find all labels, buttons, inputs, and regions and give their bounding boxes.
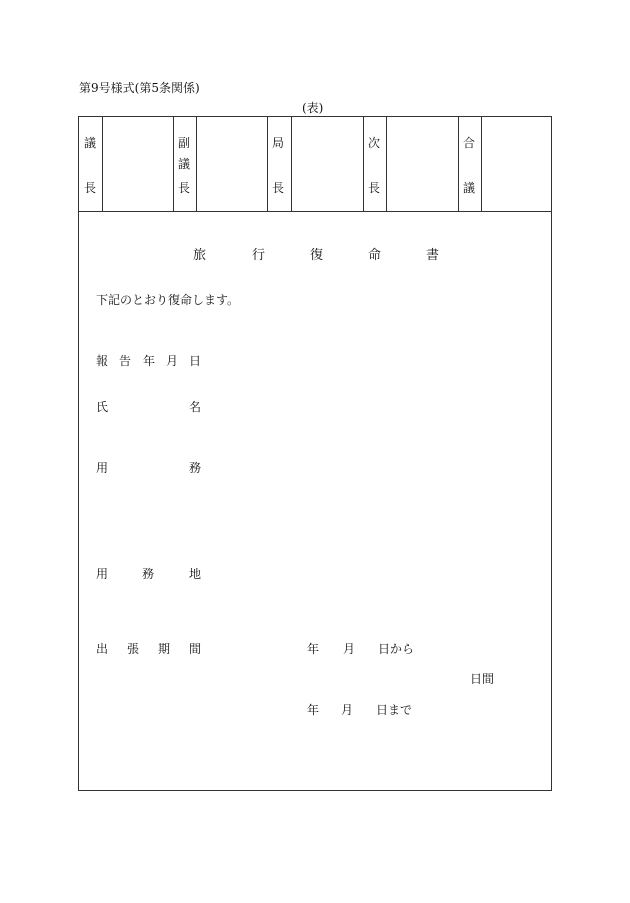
business-place-label-char: 地 [189,567,202,581]
approval-seal-deputy[interactable] [387,117,459,211]
side-indicator: (表) [302,101,324,115]
intro-text: 下記のとおり復命します。 [96,293,240,307]
trip-period-label-char: 期 [158,642,171,656]
name-label-char: 名 [189,400,202,414]
label-char: 議 [463,181,476,195]
report-date-label-char: 年 [143,354,156,368]
label-char: 副 [178,136,191,150]
form-number-label: 第9号様式(第5条関係) [79,81,200,95]
business-place-label-char: 務 [142,567,155,581]
approval-seal-director[interactable] [292,117,364,211]
report-date-label-char: 告 [119,354,132,368]
trip-period-label-char: 出 [96,642,109,656]
document-title-char: 復 [310,248,324,263]
label-char: 長 [368,181,381,195]
period-to-day: 日まで [376,703,413,717]
document-title-char: 旅 [193,248,207,263]
business-label-char: 務 [189,461,202,475]
period-from-day: 日から [378,642,415,656]
approval-seal-consultation[interactable] [482,117,551,211]
trip-period-label-char: 張 [127,642,140,656]
period-to-year: 年 [307,703,320,717]
trip-period-label-char: 間 [189,642,202,656]
business-label-char: 用 [96,461,109,475]
period-from-year: 年 [307,642,320,656]
label-char: 局 [272,136,285,150]
business-place-label-char: 用 [96,567,109,581]
report-date-label-char: 月 [166,354,179,368]
approval-label-director [268,117,292,211]
label-char: 議 [84,136,97,150]
period-to-month: 月 [341,703,354,717]
label-char: 次 [368,136,381,150]
period-from-month: 月 [343,642,356,656]
label-char: 合 [463,136,476,150]
report-date-label-char: 報 [96,354,109,368]
approval-seal-chairman[interactable] [103,117,174,211]
label-char: 長 [84,181,97,195]
period-days: 日間 [470,672,495,686]
approval-label-deputy [364,117,387,211]
report-date-label-char: 日 [189,354,202,368]
approval-table [78,116,552,212]
approval-label-vice-chairman [174,117,197,211]
label-char: 長 [178,181,191,195]
name-label-char: 氏 [96,400,109,414]
approval-label-consultation [459,117,482,211]
approval-seal-vice-chairman[interactable] [197,117,268,211]
label-char: 長 [272,181,285,195]
document-title-char: 書 [426,248,440,263]
approval-label-chairman [79,117,103,211]
label-char: 議 [178,157,191,171]
document-title-char: 行 [252,248,266,263]
document-title-char: 命 [368,248,382,263]
